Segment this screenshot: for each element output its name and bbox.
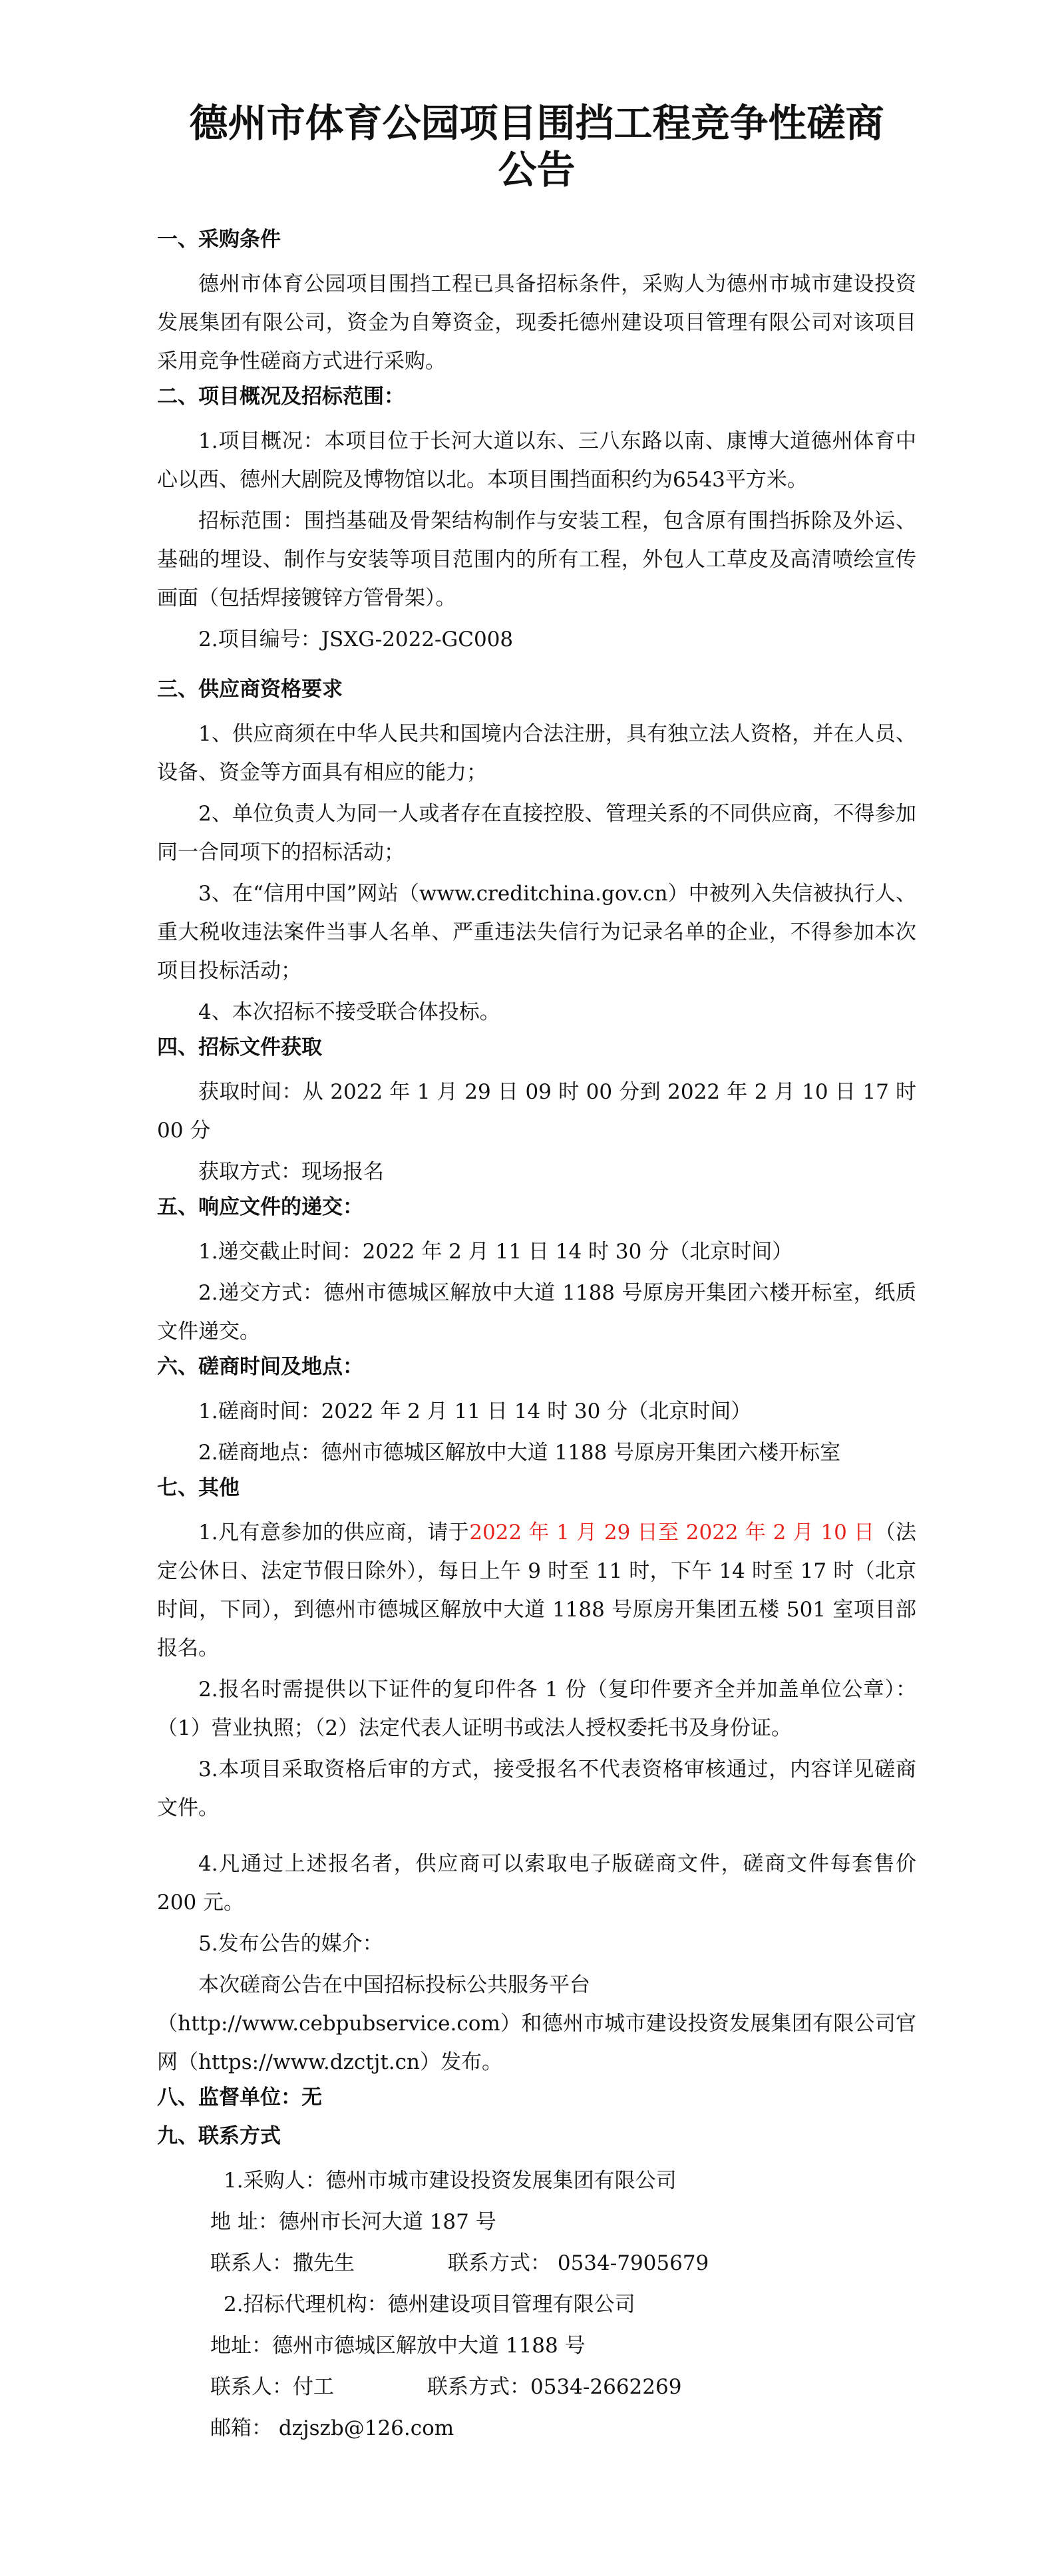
submission-method-text: 2.递交方式：德州市德城区解放中大道 1188 号原房开集团六楼开标室，纸质文件递交。 bbox=[157, 1281, 916, 1344]
negotiation-place-text: 2.磋商地点：德州市德城区解放中大道 1188 号原房开集团六楼开标室 bbox=[198, 1441, 841, 1465]
procurement-conditions-text: 德州市体育公园项目围挡工程已具备招标条件，采购人为德州市城市建设投资发展集团有限公司，资金为自筹资金，现委托德州建设项目管理有限公司对该项目采用竞争性磋商方式进行采购。 bbox=[157, 272, 916, 373]
qualification-review-text: 3.本项目采取资格后审的方式，接受报名不代表资格审核通过，内容详见磋商文件。 bbox=[157, 1757, 916, 1820]
spacer bbox=[157, 661, 916, 676]
contact-agency-person bbox=[157, 2368, 916, 2406]
section-heading-supplier-qualifications: 三、供应商资格要求 bbox=[157, 677, 343, 701]
agency-contact-phone: 联系方式：0534-2662269 bbox=[427, 2375, 682, 2399]
section-heading-response-submission: 五、响应文件的递交： bbox=[157, 1195, 363, 1219]
registration-period-highlight: 2022 年 1 月 29 日至 2022 年 2 月 10 日 bbox=[469, 1521, 875, 1545]
publication-platform-text: 本次磋商公告在中国招标投标公共服务平台 bbox=[198, 1973, 590, 1997]
contact-purchaser-address: 地 址：德州市长河大道 187 号 bbox=[210, 2210, 496, 2234]
negotiation-time-text: 1.磋商时间：2022 年 2 月 11 日 14 时 30 分（北京时间） bbox=[198, 1399, 752, 1423]
section-heading-procurement-conditions: 一、采购条件 bbox=[157, 228, 281, 252]
section-heading-project-overview: 二、项目概况及招标范围： bbox=[157, 385, 405, 409]
document-title bbox=[157, 100, 916, 193]
bidding-scope-text: 招标范围：围挡基础及骨架结构制作与安装工程，包含原有围挡拆除及外运、基础的埋设、制作与安装等项目范围内的所有工程，外包人工草皮及高清喷绘宣传画面（包括焊接镀锌方管骨架）。 bbox=[157, 509, 916, 610]
contact-agency: 2.招标代理机构：德州建设项目管理有限公司 bbox=[224, 2293, 635, 2316]
registration-documents-text: 2.报名时需提供以下证件的复印件各 1 份（复印件要齐全并加盖单位公章）：（1）营业执照；（2）法定代表人证明书或法人授权委托书及身份证。 bbox=[157, 1678, 916, 1740]
contact-purchaser-person bbox=[157, 2244, 916, 2283]
qualification-item-1: 1、供应商须在中华人民共和国境内合法注册，具有独立法人资格，并在人员、设备、资金等方面具有相应的能力； bbox=[157, 722, 916, 785]
agency-contact-name: 联系人：付工 bbox=[210, 2375, 334, 2399]
purchaser-contact-name: 联系人：撒先生 bbox=[210, 2251, 355, 2275]
contact-email: 邮箱： dzjszb@126.com bbox=[210, 2416, 454, 2440]
project-overview-text: 1.项目概况：本项目位于长河大道以东、三八东路以南、康博大道德州体育中心以西、德州大剧院及博物馆以北。本项目围挡面积约为6543平方米。 bbox=[157, 429, 916, 492]
section-heading-document-acquisition: 四、招标文件获取 bbox=[157, 1035, 322, 1059]
project-number-text: 2.项目编号：JSXG-2022-GC008 bbox=[198, 628, 514, 651]
registration-instructions-text bbox=[157, 1513, 916, 1668]
contact-agency-address: 地址：德州市德城区解放中大道 1188 号 bbox=[210, 2334, 586, 2358]
qualification-item-3: 3、在“信用中国”网站（www.creditchina.gov.cn）中被列入失信被执行人、重大税收违法案件当事人名单、严重违法失信行为记录名单的企业，不得参加本次项目投标活动； bbox=[157, 882, 916, 983]
publication-urls-text: （http://www.cebpubservice.com）和德州市城市建设投资发展集团有限公司官网（https://www.dzctjt.cn）发布。 bbox=[157, 2012, 916, 2074]
submission-deadline-text: 1.递交截止时间：2022 年 2 月 11 日 14 时 30 分（北京时间） bbox=[198, 1240, 793, 1264]
qualification-item-4: 4、本次招标不接受联合体投标。 bbox=[198, 1000, 500, 1024]
title-line-2: 公告 bbox=[498, 147, 576, 192]
acquisition-method-text: 获取方式：现场报名 bbox=[198, 1160, 384, 1184]
contact-purchaser: 1.采购人：德州市城市建设投资发展集团有限公司 bbox=[224, 2169, 677, 2193]
spacer bbox=[157, 1830, 916, 1845]
title-line-1: 德州市体育公园项目围挡工程竞争性磋商 bbox=[189, 100, 884, 146]
publication-media-text: 5.发布公告的媒介： bbox=[198, 1932, 383, 1956]
section-heading-supervision: 八、监督单位：无 bbox=[157, 2086, 322, 2110]
section-heading-contact: 九、联系方式 bbox=[157, 2124, 281, 2148]
registration-details: （法定公休日、法定节假日除外），每日上午 9 时至 11 时，下午 14 时至 17 时（北京时间，下同），到德州市德城区解放中大道 1188 号原房开集团五楼 501 室项目部报名。 bbox=[157, 1521, 917, 1660]
registration-intro: 1.凡有意参加的供应商，请于 bbox=[198, 1521, 470, 1545]
section-heading-other: 七、其他 bbox=[157, 1476, 240, 1500]
purchaser-contact-phone: 联系方式： 0534-7905679 bbox=[448, 2251, 709, 2275]
section-heading-negotiation-time-place: 六、磋商时间及地点： bbox=[157, 1355, 363, 1379]
acquisition-time-text: 获取时间：从 2022 年 1 月 29 日 09 时 00 分到 2022 年 2 月 10 日 17 时 00 分 bbox=[157, 1080, 916, 1143]
document-price-text: 4.凡通过上述报名者，供应商可以索取电子版磋商文件，磋商文件每套售价 200 元。 bbox=[157, 1852, 916, 1915]
qualification-item-2: 2、单位负责人为同一人或者存在直接控股、管理关系的不同供应商，不得参加同一合同项下的招标活动； bbox=[157, 802, 916, 864]
